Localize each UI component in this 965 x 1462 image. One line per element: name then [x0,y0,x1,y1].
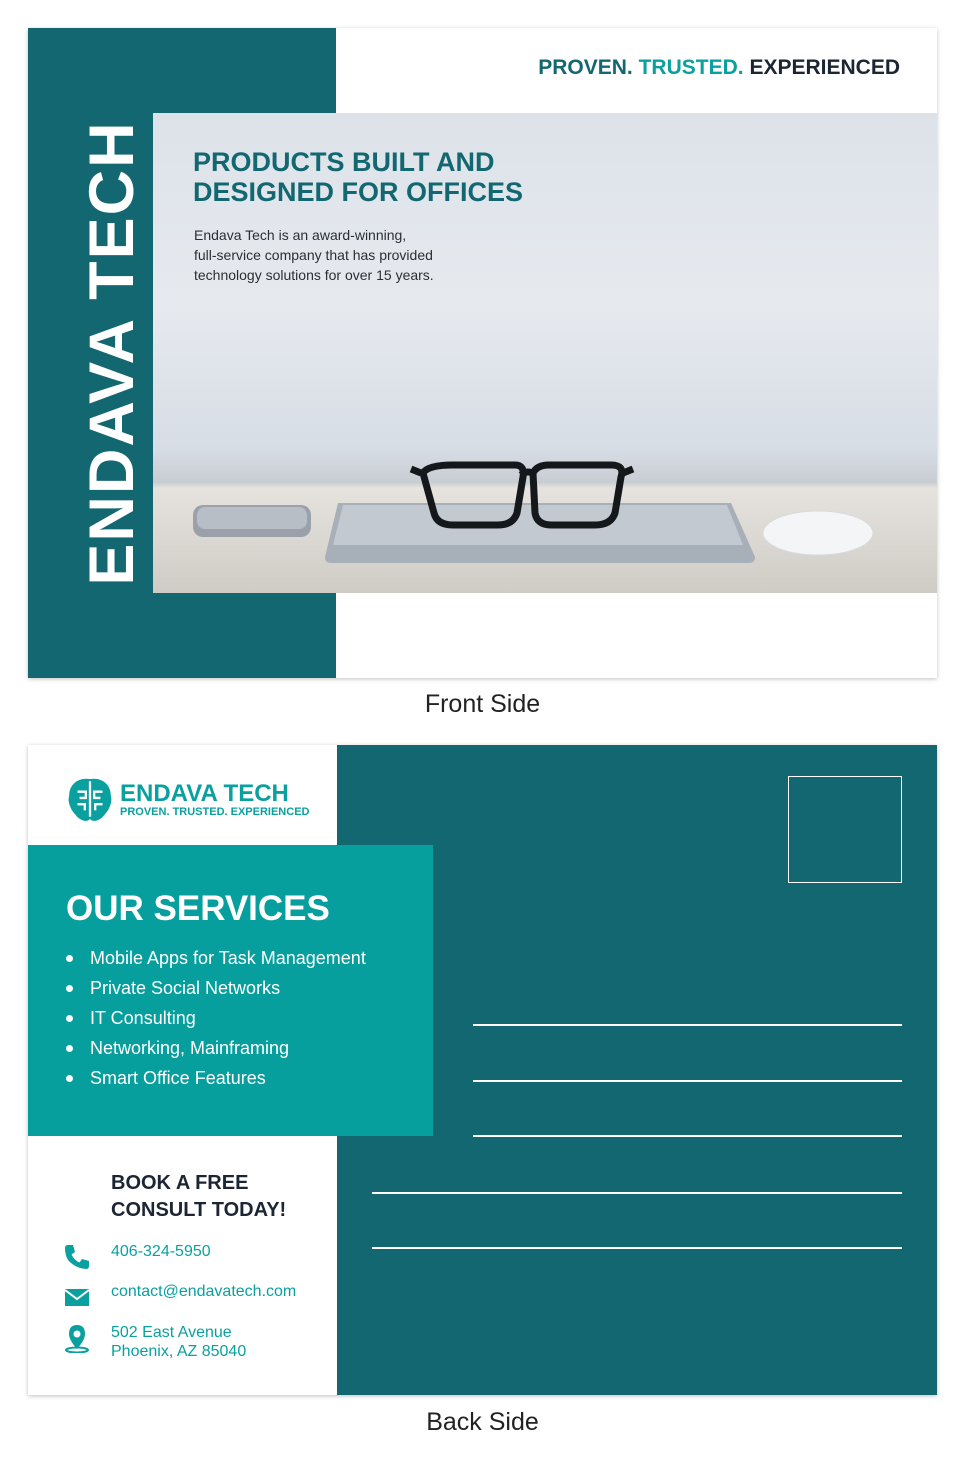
back-logo-name: ENDAVA TECH [120,779,289,807]
mail-icon [62,1282,92,1312]
front-headline [193,147,523,207]
phone-number: 406-324-5950 [111,1243,211,1260]
service-item: Networking, Mainframing [66,1033,433,1063]
back-side-card [28,745,937,1395]
back-logo-tagline: PROVEN. TRUSTED. EXPERIENCED [120,805,310,818]
address-street: 502 East Avenue [111,1324,232,1341]
mouse-icon [763,511,873,555]
address-line-2 [473,1080,902,1082]
desc-line-2: full-service company that has provided [194,247,433,263]
book-line-1: BOOK A FREE [111,1172,249,1194]
services-title: OUR SERVICES [66,889,330,928]
service-item: IT Consulting [66,1003,433,1033]
service-item: Private Social Networks [66,973,433,1003]
phone-icon [62,1242,92,1272]
vertical-brand-name: ENDAVA TECH [77,120,147,586]
address-line-5 [372,1247,902,1249]
front-tagline [538,56,900,80]
service-item: Smart Office Features [66,1063,433,1093]
services-panel [28,845,433,1136]
stamp-box [788,776,902,883]
front-description [194,225,494,285]
address-line-1 [473,1024,902,1026]
address-line-3 [473,1135,902,1137]
headline-line-1: PRODUCTS BUILT AND [193,147,495,177]
book-line-2: CONSULT TODAY! [111,1199,287,1221]
headline-line-2: DESIGNED FOR OFFICES [193,177,524,207]
tagline-experienced: EXPERIENCED [749,56,900,79]
desc-line-1: Endava Tech is an award-winning, [194,227,407,243]
contact-email [62,1282,296,1312]
front-side-card [28,28,937,678]
location-pin-icon [62,1323,92,1353]
address-city: Phoenix, AZ 85040 [111,1343,247,1360]
email-address: contact@endavatech.com [111,1283,297,1300]
tagline-trusted: TRUSTED. [638,56,744,79]
contact-phone [62,1242,211,1272]
front-side-caption: Front Side [424,690,541,718]
services-list [66,943,433,1093]
address-line-4 [372,1192,902,1194]
street-address [111,1323,246,1361]
back-side-caption: Back Side [426,1408,539,1436]
contact-address [62,1323,246,1361]
back-logo [65,775,309,825]
desc-line-3: technology solutions for over 15 years. [194,267,434,283]
book-consult-heading [111,1170,286,1224]
office-desk-photo [153,113,937,593]
service-item: Mobile Apps for Task Management [66,943,433,973]
brain-circuit-logo-icon [65,775,115,825]
tagline-proven: PROVEN. [538,56,633,79]
